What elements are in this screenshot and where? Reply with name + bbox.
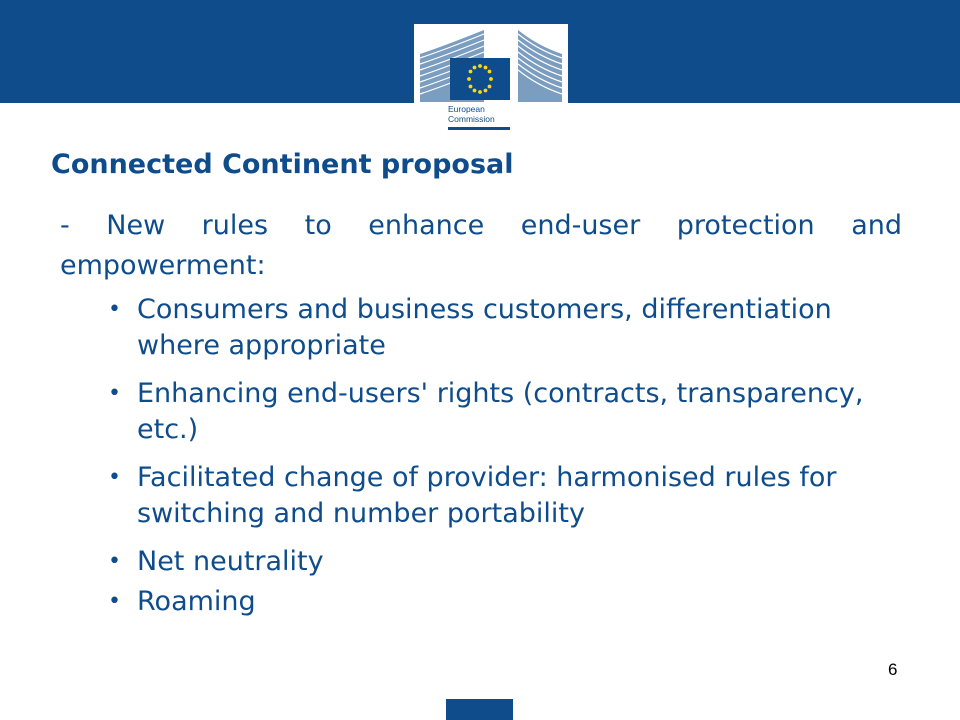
bullet-icon: •: [108, 381, 121, 406]
slide-title: Connected Continent proposal: [51, 149, 514, 180]
logo-text-european: European: [448, 104, 485, 114]
list-item: [108, 544, 868, 580]
logo-graphic: [414, 24, 568, 134]
bullet-text: Facilitated change of provider: harmonised rules for switching and number portability: [137, 462, 837, 529]
bullet-text: Roaming: [137, 586, 256, 617]
bullet-icon: •: [108, 589, 121, 614]
bullet-icon: •: [108, 549, 121, 574]
footer-block: [446, 699, 513, 720]
bullet-icon: •: [108, 297, 121, 322]
page-number: 6: [888, 660, 898, 679]
logo-text-commission: Commission: [448, 114, 495, 124]
bullet-icon: •: [108, 465, 121, 490]
bullet-text: Net neutrality: [137, 546, 324, 577]
bullet-list: [108, 292, 868, 632]
bullet-text: Enhancing end-users' rights (contracts, transparency, etc.): [137, 378, 864, 445]
list-item: [108, 584, 868, 620]
list-item: [108, 376, 868, 448]
bullet-text: Consumers and business customers, differentiation where appropriate: [137, 294, 832, 361]
intro-text: - New rules to enhance end-user protection and empowerment:: [60, 210, 902, 281]
list-item: [108, 460, 868, 532]
list-item: [108, 292, 868, 364]
european-commission-logo: [414, 24, 568, 134]
